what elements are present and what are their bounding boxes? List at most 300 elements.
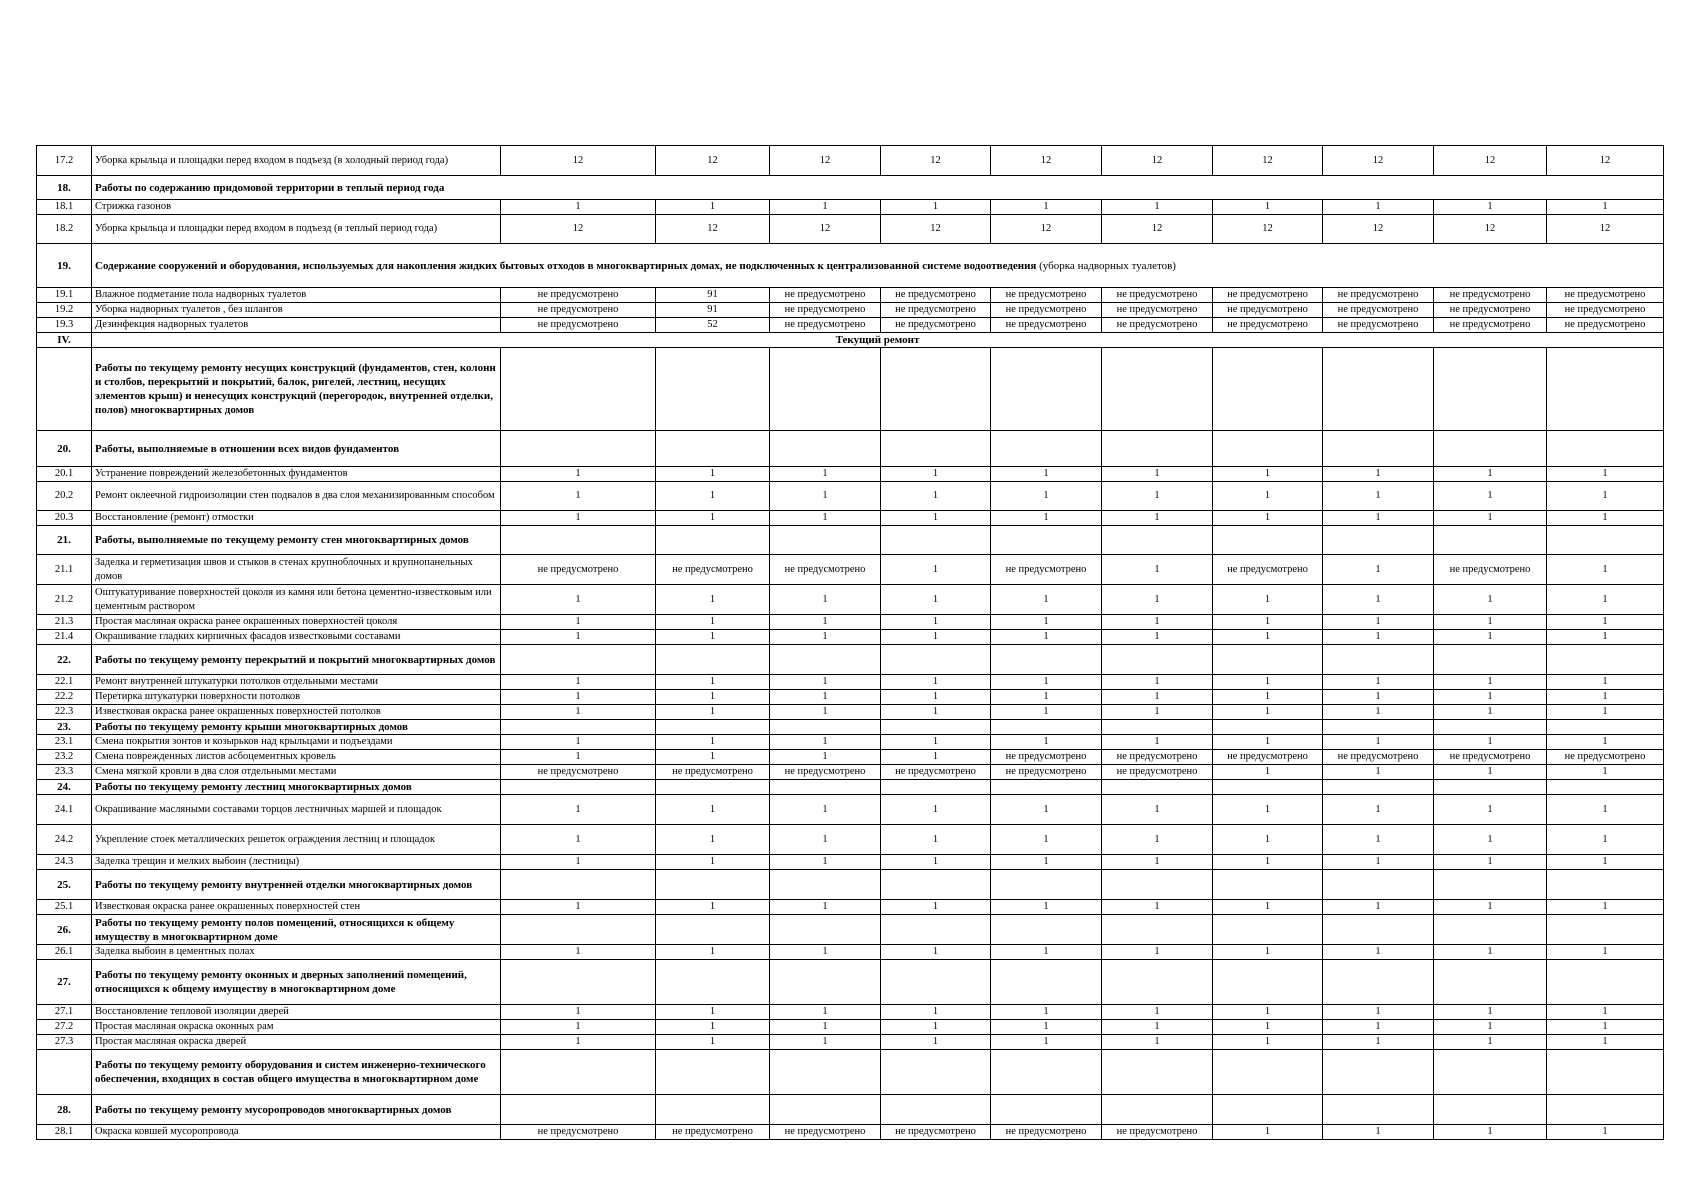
frequency-value: 1 <box>656 900 770 915</box>
frequency-value: 1 <box>770 585 881 615</box>
frequency-value: 1 <box>991 705 1102 720</box>
frequency-value: 1 <box>1213 795 1323 825</box>
empty-cell <box>1547 960 1664 1005</box>
empty-cell <box>1547 348 1664 431</box>
frequency-value: не предусмотрено <box>881 765 991 780</box>
frequency-value: 1 <box>656 855 770 870</box>
work-description: Окраска ковшей мусоропровода <box>92 1125 501 1140</box>
empty-cell <box>1102 870 1213 900</box>
empty-cell <box>1547 780 1664 795</box>
work-description: Восстановление (ремонт) отмостки <box>92 511 501 526</box>
empty-cell <box>770 1050 881 1095</box>
frequency-value: 1 <box>881 825 991 855</box>
frequency-value: 1 <box>1434 630 1547 645</box>
empty-cell <box>1434 720 1547 735</box>
frequency-value: не предусмотрено <box>770 765 881 780</box>
frequency-value: 12 <box>770 215 881 244</box>
table-row <box>37 675 1664 690</box>
empty-cell <box>1323 348 1434 431</box>
empty-cell <box>770 720 881 735</box>
empty-cell <box>1213 348 1323 431</box>
frequency-value: 1 <box>1102 690 1213 705</box>
frequency-value: 1 <box>991 615 1102 630</box>
frequency-value: 1 <box>656 1035 770 1050</box>
frequency-value: 1 <box>1102 825 1213 855</box>
frequency-value: 1 <box>881 705 991 720</box>
row-number: 28. <box>37 1095 92 1125</box>
frequency-value: не предусмотрено <box>656 1125 770 1140</box>
table-row <box>37 960 1664 1005</box>
empty-cell <box>1434 348 1547 431</box>
frequency-value: 1 <box>656 511 770 526</box>
empty-cell <box>501 431 656 467</box>
work-description: Перетирка штукатурки поверхности потолков <box>92 690 501 705</box>
empty-cell <box>881 645 991 675</box>
frequency-value: 91 <box>656 288 770 303</box>
table-row <box>37 870 1664 900</box>
work-description: Оштукатуривание поверхностей цоколя из камня или бетона цементно-известковым или цементным раствором <box>92 585 501 615</box>
frequency-value: 1 <box>991 945 1102 960</box>
frequency-value: 1 <box>1434 482 1547 511</box>
frequency-value: 91 <box>656 303 770 318</box>
frequency-value: 1 <box>656 675 770 690</box>
empty-cell <box>1323 915 1434 945</box>
empty-cell <box>1102 1095 1213 1125</box>
frequency-value: 1 <box>1213 585 1323 615</box>
work-description: Ремонт оклеечной гидроизоляции стен подвалов в два слоя механизированным способом <box>92 482 501 511</box>
row-number: 23.1 <box>37 735 92 750</box>
table-row <box>37 1050 1664 1095</box>
frequency-value: 1 <box>770 825 881 855</box>
section-title: Работы по текущему ремонту перекрытий и покрытий многоквартирных домов <box>92 645 501 675</box>
empty-cell <box>501 720 656 735</box>
section-title: Работы по текущему ремонту мусоропроводов многоквартирных домов <box>92 1095 501 1125</box>
frequency-value: 1 <box>1323 1125 1434 1140</box>
frequency-value: 1 <box>1547 855 1664 870</box>
frequency-value: 1 <box>1323 705 1434 720</box>
row-number: 24.2 <box>37 825 92 855</box>
frequency-value: 1 <box>1547 200 1664 215</box>
empty-cell <box>1213 526 1323 555</box>
frequency-value: 1 <box>1323 690 1434 705</box>
frequency-value: 1 <box>881 511 991 526</box>
frequency-value: 12 <box>1547 146 1664 176</box>
frequency-value: 1 <box>1434 615 1547 630</box>
work-description: Уборка крыльца и площадки перед входом в подъезд (в холодный период года) <box>92 146 501 176</box>
empty-cell <box>1213 1050 1323 1095</box>
frequency-value: не предусмотрено <box>656 765 770 780</box>
frequency-value: 1 <box>1434 945 1547 960</box>
work-description: Стрижка газонов <box>92 200 501 215</box>
frequency-value: 1 <box>1323 511 1434 526</box>
table-row <box>37 795 1664 825</box>
frequency-value: 1 <box>501 1005 656 1020</box>
table-row <box>37 720 1664 735</box>
empty-cell <box>991 780 1102 795</box>
frequency-value: 1 <box>1213 705 1323 720</box>
frequency-value: 1 <box>501 585 656 615</box>
frequency-value: 1 <box>656 467 770 482</box>
frequency-value: 1 <box>991 511 1102 526</box>
empty-cell <box>881 1050 991 1095</box>
empty-cell <box>770 431 881 467</box>
empty-cell <box>1434 526 1547 555</box>
frequency-value: не предусмотрено <box>991 1125 1102 1140</box>
frequency-value: 1 <box>1102 555 1213 585</box>
work-description: Заделка трещин и мелких выбоин (лестницы) <box>92 855 501 870</box>
table-row <box>37 288 1664 303</box>
frequency-value: 1 <box>1323 795 1434 825</box>
empty-cell <box>1547 870 1664 900</box>
frequency-value: 1 <box>1547 675 1664 690</box>
frequency-value: 1 <box>1434 1125 1547 1140</box>
frequency-value: 1 <box>881 200 991 215</box>
frequency-value: 1 <box>1323 200 1434 215</box>
work-description: Уборка надворных туалетов , без шлангов <box>92 303 501 318</box>
frequency-value: 12 <box>1213 146 1323 176</box>
table-row <box>37 1095 1664 1125</box>
empty-cell <box>1102 960 1213 1005</box>
frequency-value: не предусмотрено <box>770 303 881 318</box>
frequency-value: не предусмотрено <box>1434 750 1547 765</box>
frequency-value: 1 <box>770 900 881 915</box>
frequency-value: 1 <box>1213 200 1323 215</box>
work-description: Простая масляная окраска ранее окрашенных поверхностей цоколя <box>92 615 501 630</box>
table-row <box>37 333 1664 348</box>
frequency-value: 1 <box>1434 675 1547 690</box>
table-row <box>37 1035 1664 1050</box>
frequency-value: 1 <box>1213 467 1323 482</box>
frequency-value: 1 <box>656 945 770 960</box>
row-number: 22.2 <box>37 690 92 705</box>
frequency-value: не предусмотрено <box>1547 318 1664 333</box>
row-number: 18. <box>37 176 92 200</box>
frequency-value: 12 <box>501 215 656 244</box>
frequency-value: 1 <box>1213 900 1323 915</box>
frequency-value: 52 <box>656 318 770 333</box>
section-title-note: (уборка надворных туалетов) <box>1036 259 1176 272</box>
empty-cell <box>656 1050 770 1095</box>
empty-cell <box>991 431 1102 467</box>
section-title-text: Работы по содержанию придомовой территории в теплый период года <box>95 181 445 194</box>
frequency-value: 12 <box>1102 215 1213 244</box>
frequency-value: 1 <box>881 630 991 645</box>
frequency-value: 1 <box>991 1005 1102 1020</box>
frequency-value: не предусмотрено <box>991 303 1102 318</box>
work-description: Уборка крыльца и площадки перед входом в подъезд (в теплый период года) <box>92 215 501 244</box>
frequency-value: 1 <box>770 690 881 705</box>
empty-cell <box>1434 870 1547 900</box>
frequency-value: 1 <box>881 735 991 750</box>
empty-cell <box>656 960 770 1005</box>
empty-cell <box>991 1095 1102 1125</box>
empty-cell <box>770 1095 881 1125</box>
frequency-value: 1 <box>1547 765 1664 780</box>
frequency-value: не предусмотрено <box>1547 750 1664 765</box>
frequency-value: 1 <box>656 690 770 705</box>
empty-cell <box>1323 431 1434 467</box>
frequency-value: 1 <box>881 795 991 825</box>
row-number: 21. <box>37 526 92 555</box>
row-number: 23. <box>37 720 92 735</box>
frequency-value: 1 <box>1323 1005 1434 1020</box>
frequency-value: 1 <box>991 200 1102 215</box>
empty-cell <box>881 526 991 555</box>
frequency-value: 1 <box>770 795 881 825</box>
row-number: 24.3 <box>37 855 92 870</box>
row-number: 26.1 <box>37 945 92 960</box>
frequency-value: 1 <box>1547 795 1664 825</box>
frequency-value: 1 <box>1102 1005 1213 1020</box>
frequency-value: 1 <box>1213 511 1323 526</box>
empty-cell <box>1323 645 1434 675</box>
frequency-value: не предусмотрено <box>656 555 770 585</box>
empty-cell <box>1434 960 1547 1005</box>
frequency-value: не предусмотрено <box>770 1125 881 1140</box>
empty-cell <box>1213 645 1323 675</box>
empty-cell <box>1434 1050 1547 1095</box>
empty-cell <box>656 1095 770 1125</box>
empty-cell <box>1323 780 1434 795</box>
frequency-value: 1 <box>656 1005 770 1020</box>
section-title: Работы по текущему ремонту оборудования и систем инженерно-технического обеспечения, входящих в состав общего имущества в многоквартирном доме <box>92 1050 501 1095</box>
empty-cell <box>991 526 1102 555</box>
row-number: 17.2 <box>37 146 92 176</box>
empty-cell <box>991 720 1102 735</box>
frequency-value: 1 <box>1213 825 1323 855</box>
frequency-value: 1 <box>1434 855 1547 870</box>
empty-cell <box>991 645 1102 675</box>
empty-cell <box>770 526 881 555</box>
table-row <box>37 615 1664 630</box>
frequency-value: 1 <box>1434 795 1547 825</box>
frequency-value: 1 <box>656 825 770 855</box>
empty-cell <box>1102 526 1213 555</box>
frequency-value: 1 <box>656 705 770 720</box>
section-title-text: Содержание сооружений и оборудования, используемых для накопления жидких бытовых отходов в многоквартирных домах, не подключенных к централизованной системе водоотведения <box>95 259 1037 272</box>
work-description: Заделка и герметизация швов и стыков в стенах крупноблочных и крупнопанельных домов <box>92 555 501 585</box>
part-title: Текущий ремонт <box>92 333 1664 348</box>
empty-cell <box>1213 431 1323 467</box>
frequency-value: 1 <box>991 900 1102 915</box>
frequency-value: не предусмотрено <box>881 1125 991 1140</box>
empty-cell <box>1547 915 1664 945</box>
frequency-value: 12 <box>770 146 881 176</box>
table-row <box>37 825 1664 855</box>
frequency-value: 1 <box>991 482 1102 511</box>
frequency-value: 1 <box>1434 705 1547 720</box>
frequency-value: 1 <box>881 555 991 585</box>
work-description: Окрашивание масляными составами торцов лестничных маршей и площадок <box>92 795 501 825</box>
frequency-value: не предусмотрено <box>1213 555 1323 585</box>
frequency-value: не предусмотрено <box>881 318 991 333</box>
frequency-value: 1 <box>656 200 770 215</box>
section-title: Работы, выполняемые в отношении всех видов фундаментов <box>92 431 501 467</box>
frequency-value: 12 <box>656 146 770 176</box>
table-row <box>37 348 1664 431</box>
frequency-value: 1 <box>1547 511 1664 526</box>
frequency-value: не предусмотрено <box>770 288 881 303</box>
empty-cell <box>881 720 991 735</box>
frequency-value: 1 <box>1547 615 1664 630</box>
row-number: 19.3 <box>37 318 92 333</box>
empty-cell <box>1213 780 1323 795</box>
empty-cell <box>1102 645 1213 675</box>
frequency-value: не предусмотрено <box>1323 750 1434 765</box>
table-row <box>37 303 1664 318</box>
frequency-value: 1 <box>1323 825 1434 855</box>
empty-cell <box>1213 915 1323 945</box>
work-description: Известковая окраска ранее окрашенных поверхностей стен <box>92 900 501 915</box>
frequency-value: 1 <box>1323 945 1434 960</box>
frequency-value: 1 <box>1213 1035 1323 1050</box>
table-row <box>37 431 1664 467</box>
frequency-value: 1 <box>1547 482 1664 511</box>
frequency-value: не предусмотрено <box>1213 288 1323 303</box>
empty-cell <box>991 915 1102 945</box>
work-description: Дезинфекция надворных туалетов <box>92 318 501 333</box>
frequency-value: 1 <box>1323 900 1434 915</box>
table-row <box>37 915 1664 945</box>
frequency-value: не предусмотрено <box>1102 318 1213 333</box>
frequency-value: 1 <box>656 750 770 765</box>
empty-cell <box>991 870 1102 900</box>
frequency-value: 1 <box>770 855 881 870</box>
frequency-value: 1 <box>1213 945 1323 960</box>
table-row <box>37 467 1664 482</box>
frequency-value: 1 <box>1102 511 1213 526</box>
frequency-value: 1 <box>1434 825 1547 855</box>
frequency-value: 1 <box>991 795 1102 825</box>
row-number: 28.1 <box>37 1125 92 1140</box>
frequency-value: 1 <box>1547 555 1664 585</box>
empty-cell <box>1323 1095 1434 1125</box>
frequency-value: не предусмотрено <box>501 288 656 303</box>
empty-cell <box>501 915 656 945</box>
section-title <box>92 244 1664 288</box>
frequency-value: 1 <box>1323 855 1434 870</box>
frequency-value: 1 <box>1323 1035 1434 1050</box>
row-number: 20.1 <box>37 467 92 482</box>
empty-cell <box>1323 720 1434 735</box>
frequency-value: 1 <box>770 200 881 215</box>
frequency-value: 1 <box>770 735 881 750</box>
empty-cell <box>1213 1095 1323 1125</box>
table-row <box>37 511 1664 526</box>
frequency-value: 1 <box>881 690 991 705</box>
frequency-value: не предусмотрено <box>991 288 1102 303</box>
frequency-value: не предусмотрено <box>1323 288 1434 303</box>
frequency-value: 1 <box>501 750 656 765</box>
frequency-value: 1 <box>1213 1020 1323 1035</box>
frequency-value: 12 <box>881 146 991 176</box>
frequency-value: 1 <box>656 482 770 511</box>
empty-cell <box>770 780 881 795</box>
frequency-value: 1 <box>1547 900 1664 915</box>
frequency-value: 1 <box>1547 735 1664 750</box>
row-number: 18.1 <box>37 200 92 215</box>
frequency-value: 1 <box>1434 1020 1547 1035</box>
empty-cell <box>881 348 991 431</box>
empty-cell <box>501 1050 656 1095</box>
work-description: Смена поврежденных листов асбоцементных кровель <box>92 750 501 765</box>
frequency-value: 1 <box>656 585 770 615</box>
section-title: Работы по текущему ремонту крыши многоквартирных домов <box>92 720 501 735</box>
frequency-value: 1 <box>501 1035 656 1050</box>
frequency-value: 1 <box>501 900 656 915</box>
frequency-value: 1 <box>881 900 991 915</box>
frequency-value: 1 <box>991 585 1102 615</box>
frequency-value: 12 <box>1547 215 1664 244</box>
table-row <box>37 200 1664 215</box>
frequency-value: 1 <box>1434 200 1547 215</box>
frequency-value: 1 <box>881 1035 991 1050</box>
row-number: 26. <box>37 915 92 945</box>
empty-cell <box>501 645 656 675</box>
table-row <box>37 645 1664 675</box>
row-number: 27. <box>37 960 92 1005</box>
frequency-value: не предусмотрено <box>1102 1125 1213 1140</box>
frequency-value: 1 <box>881 615 991 630</box>
frequency-value: 1 <box>881 1005 991 1020</box>
empty-cell <box>991 960 1102 1005</box>
table-row <box>37 555 1664 585</box>
section-title <box>92 176 1664 200</box>
frequency-value: не предусмотрено <box>501 318 656 333</box>
frequency-value: 1 <box>501 825 656 855</box>
works-schedule-table <box>36 145 1664 1140</box>
frequency-value: 12 <box>881 215 991 244</box>
row-number: 21.4 <box>37 630 92 645</box>
frequency-value: не предусмотрено <box>991 318 1102 333</box>
frequency-value: 1 <box>991 675 1102 690</box>
frequency-value: 1 <box>1323 615 1434 630</box>
empty-cell <box>1102 720 1213 735</box>
frequency-value: 1 <box>991 855 1102 870</box>
empty-cell <box>1547 720 1664 735</box>
section-title: Работы по текущему ремонту несущих конструкций (фундаментов, стен, колонн и столбов, перекрытий и покрытий, балок, ригелей, лестниц, несущих элементов крыш) и ненесущих конструкций (перегородок, внутренней отделки, полов) многоквартирных домов <box>92 348 501 431</box>
frequency-value: 1 <box>1102 482 1213 511</box>
empty-cell <box>1547 1095 1664 1125</box>
row-number: 21.3 <box>37 615 92 630</box>
frequency-value: 1 <box>1213 690 1323 705</box>
frequency-value: 1 <box>1547 690 1664 705</box>
frequency-value: 1 <box>1102 1035 1213 1050</box>
table-row <box>37 318 1664 333</box>
table-row <box>37 750 1664 765</box>
empty-cell <box>1102 915 1213 945</box>
frequency-value: 1 <box>1547 467 1664 482</box>
frequency-value: 1 <box>1102 467 1213 482</box>
frequency-value: 1 <box>1434 900 1547 915</box>
empty-cell <box>656 348 770 431</box>
row-number: 27.3 <box>37 1035 92 1050</box>
frequency-value: не предусмотрено <box>991 765 1102 780</box>
frequency-value: 1 <box>1213 1005 1323 1020</box>
table-row <box>37 1005 1664 1020</box>
frequency-value: 1 <box>1323 482 1434 511</box>
frequency-value: не предусмотрено <box>1323 318 1434 333</box>
row-number: IV. <box>37 333 92 348</box>
frequency-value: 1 <box>1102 795 1213 825</box>
frequency-value: 1 <box>1102 630 1213 645</box>
frequency-value: не предусмотрено <box>1213 318 1323 333</box>
empty-cell <box>1547 431 1664 467</box>
frequency-value: 1 <box>1434 585 1547 615</box>
frequency-value: 1 <box>501 675 656 690</box>
frequency-value: 1 <box>881 585 991 615</box>
frequency-value: 1 <box>770 1020 881 1035</box>
